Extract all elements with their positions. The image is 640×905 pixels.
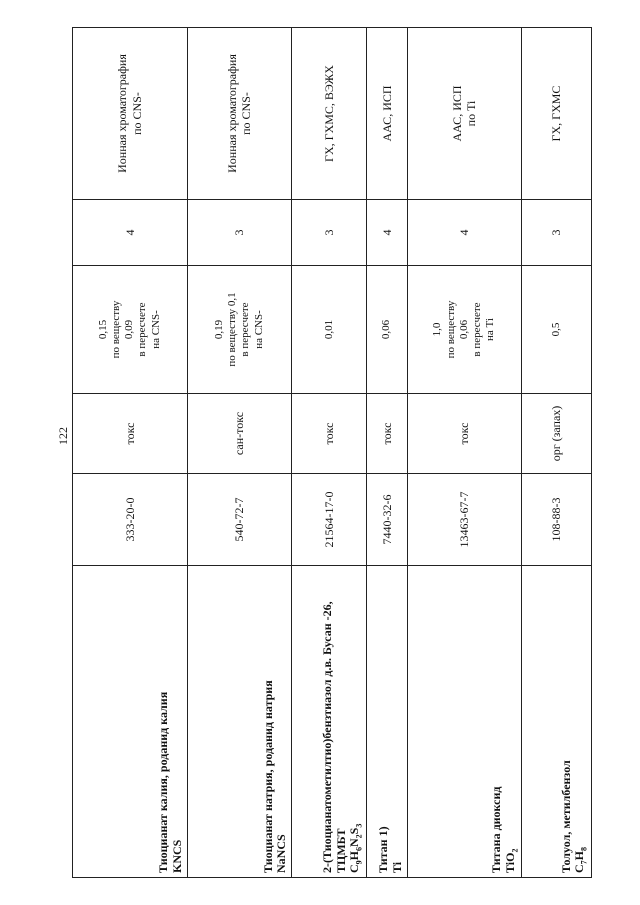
analysis-method bbox=[292, 28, 367, 200]
cas-number: 540-72-7 bbox=[187, 474, 292, 566]
cas-number: 7440-32-6 bbox=[366, 474, 407, 566]
limit-line: 0,06 bbox=[380, 319, 393, 340]
substance-name: Титана диоксид bbox=[488, 786, 503, 873]
hazard-class: 3 bbox=[522, 200, 592, 266]
substance-name: 2-(Тиоцианатометилтио)бензтиазол д.в. Бусан -26, ТЦМБТ bbox=[319, 601, 348, 873]
hazard-indicator: орг (запах) bbox=[522, 394, 592, 474]
analysis-method bbox=[522, 28, 592, 200]
table-wrapper bbox=[72, 28, 592, 878]
method-line: Ионная хроматография bbox=[115, 54, 130, 173]
substance-name-cell bbox=[73, 566, 188, 878]
hazard-class: 4 bbox=[366, 200, 407, 266]
limit-line: 0,19 bbox=[213, 319, 226, 340]
hazard-class: 4 bbox=[407, 200, 522, 266]
table-row bbox=[407, 28, 522, 878]
table-row bbox=[522, 28, 592, 878]
hazard-indicator: токс bbox=[73, 394, 188, 474]
limit-line: по веществу 0,1 bbox=[226, 292, 239, 367]
substance-formula: $C_9H_6N_2S_3$ bbox=[347, 823, 364, 873]
concentration-limit bbox=[522, 266, 592, 394]
hazard-indicator: токс bbox=[292, 394, 367, 474]
substance-formula: $C_7H_8$ bbox=[572, 846, 589, 873]
page-number: 122 bbox=[56, 427, 70, 445]
limit-line: 0,09 bbox=[123, 319, 136, 340]
hazard-class: 4 bbox=[73, 200, 188, 266]
concentration-limit bbox=[366, 266, 407, 394]
substance-table bbox=[72, 27, 592, 878]
method-line: по Ti bbox=[464, 100, 479, 127]
method-line: Ионная хроматография bbox=[225, 54, 240, 173]
method-line: ГХ, ГХМС bbox=[549, 85, 564, 142]
substance-name-cell bbox=[366, 566, 407, 878]
method-line: ААС, ИСП bbox=[449, 85, 464, 142]
cas-number: 108-88-3 bbox=[522, 474, 592, 566]
substance-name-cell bbox=[407, 566, 522, 878]
limit-line: 0,15 bbox=[96, 319, 109, 340]
analysis-method bbox=[187, 28, 292, 200]
substance-formula: TiO$_2$ bbox=[502, 848, 519, 873]
limit-line: 0,01 bbox=[322, 319, 335, 340]
hazard-class: 3 bbox=[292, 200, 367, 266]
limit-line: на Ti bbox=[484, 318, 497, 341]
hazard-indicator: токс bbox=[366, 394, 407, 474]
analysis-method bbox=[366, 28, 407, 200]
hazard-indicator: токс bbox=[407, 394, 522, 474]
substance-name: Тиоцианат натрия, роданид натрия bbox=[260, 680, 275, 873]
substance-name: Титан 1) bbox=[375, 826, 390, 873]
hazard-indicator: сан-токс bbox=[187, 394, 292, 474]
method-line: ААС, ИСП bbox=[379, 85, 394, 142]
concentration-limit bbox=[407, 266, 522, 394]
method-line: ГХ, ГХМС, ВЭЖХ bbox=[321, 65, 336, 162]
concentration-limit bbox=[292, 266, 367, 394]
table-row bbox=[366, 28, 407, 878]
cas-number: 21564-17-0 bbox=[292, 474, 367, 566]
method-line: по CNS- bbox=[129, 92, 144, 135]
substance-formula: KNCS bbox=[169, 839, 184, 873]
limit-line: по веществу bbox=[110, 300, 123, 359]
limit-line: в пересчете bbox=[136, 302, 149, 357]
limit-line: в пересчете bbox=[470, 302, 483, 357]
analysis-method bbox=[73, 28, 188, 200]
substance-name-cell bbox=[187, 566, 292, 878]
substance-name-cell bbox=[522, 566, 592, 878]
table-row bbox=[73, 28, 188, 878]
analysis-method bbox=[407, 28, 522, 200]
concentration-limit bbox=[187, 266, 292, 394]
substance-name-cell bbox=[292, 566, 367, 878]
hazard-class: 3 bbox=[187, 200, 292, 266]
substance-formula: Ti bbox=[389, 861, 404, 873]
concentration-limit bbox=[73, 266, 188, 394]
limit-line: по веществу bbox=[444, 300, 457, 359]
substance-name: Тиоцианат калия, роданид калия bbox=[156, 691, 171, 873]
limit-line: в пересчете bbox=[239, 302, 252, 357]
table-row bbox=[292, 28, 367, 878]
limit-line: 0,5 bbox=[550, 322, 562, 337]
substance-name: Толуол, метилбензол bbox=[558, 760, 573, 873]
limit-line: 0,06 bbox=[457, 319, 470, 340]
cas-number: 13463-67-7 bbox=[407, 474, 522, 566]
substance-formula: NaNCS bbox=[274, 834, 289, 873]
limit-line: на CNS- bbox=[149, 310, 162, 349]
limit-line: 1,0 bbox=[431, 322, 444, 337]
cas-number: 333-20-0 bbox=[73, 474, 188, 566]
method-line: по CNS- bbox=[239, 92, 254, 135]
limit-line: на CNS- bbox=[252, 310, 265, 349]
table-row bbox=[187, 28, 292, 878]
